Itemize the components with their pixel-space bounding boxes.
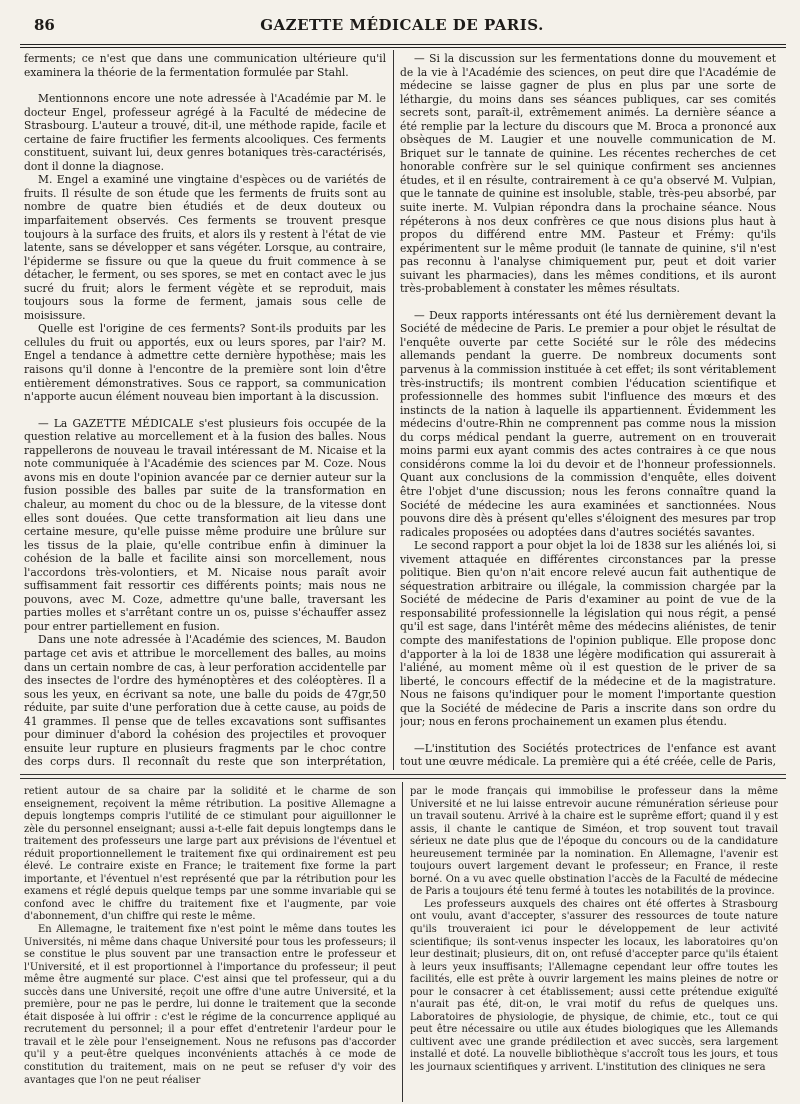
paragraph: — La GAZETTE MÉDICALE s'est plusieurs fois occupée de la question relative au morcellement et à la fusion des balles. Nous rappellerons de nouveau le travail intéressant de M. Nicaise et la note communiquée à l'Académie des sciences par M. Coze. Nous avons mis en doute l'opinion avancée par ce dernier auteur sur la fusion possible des balles par suite de la transformation en chaleur, au moment du choc ou de la blessure, de la vitesse dont elles sont douées. Que cette transformation ait lieu dans une certaine mesure, qu'elle puisse même produire une brûlure sur les tissus de la plaie, qu'elle contribue enfin à diminuer la cohésion de la balle et facilite ainsi son morcellement, nous l'accordons très-volontiers, et M. Nicaise nous paraît avoir suffisamment fait ressortir ces différents points; mais nous ne pouvons, avec M. Coze, admettre qu'une balle, traversant les parties molles et s'arrêtant contre un os, puisse s'échauffer assez pour entrer partiellement en fusion. (24, 416, 386, 633)
paragraph: Les professeurs auxquels des chaires ont été offertes à Strasbourg ont voulu, avant d'accepter, s'assurer des ressources de toute nature qu'ils trouveraient ici pour le développement de leur activité scientifique; ils sont-venus inspecter les locaux, les laboratoires qu'on leur destinait; plusieurs, dit on, ont refusé d'accepter parce qu'ils étaient à leurs yeux insuffisants; l'Allemagne cependant leur offre toutes les facilités, elle est prête à ouvrir largement les mains pleines de notre or pour le consacrer à cet établissement; aussi cette prétendue exiguïté n'aurait pas été, dit-on, le vrai motif du refus de quelques uns. Laboratoires de physiologie, de physique, de chimie, etc., tout ce qui peut être nécessaire ou utile aux études biologiques que les Allemands cultivent avec une grande prédilection et avec succès, sera largement installé et doté. La nouvelle bibliothèque s'accroît tous les jours, et tous les journaux scientifiques y arrivent. L'institution des cliniques ne sera (410, 898, 778, 1074)
page-number: 86 (34, 16, 55, 34)
lower-left-column (24, 786, 396, 1102)
paragraph: — Si la discussion sur les fermentations donne du mouvement et de la vie à l'Académie des sciences, on peut dire que l'Académie de médecine se laisse gagner de plus en plus par une sorte de léthargie, du moins dans ses séances publiques, car ses comités secrets sont, paraît-il, extrêmement animés. La dernière séance a été remplie par la lecture du discours que M. Broca a prononcé aux obsèques de M. Laugier et une nouvelle communication de M. Briquet sur le tannate de quinine. Les récentes recherches de cet honorable confrère sur le sel quinique confirment ses anciennes études, et il en résulte, contrairement à ce qu'a observé M. Vulpian, que le tannate de quinine est insoluble, stable, très-peu absorbé, par suite inerte. M. Vulpian répondra dans la prochaine séance. Nous répéterons à nos deux confrères ce que nous disions plus haut à propos du différend entre MM. Pasteur et Frémy: qu'ils expérimentent sur le même produit (le tannate de quinine, s'il n'est pas reconnu à l'analyse chimiquement pur, peut et doit varier suivant les pharmacies), dans les mêmes conditions, et ils auront très-probablement à constater les mêmes résultats. (400, 52, 776, 296)
lower-column-divider (402, 782, 403, 1102)
header-rule-thin (20, 47, 786, 48)
paragraph: —L'institution des Sociétés protectrices de l'enfance est avant tout une œuvre médicale. La première qui a été créée, celle de Paris, (400, 741, 776, 768)
paragraph: Mentionnons encore une note adressée à l'Académie par M. le docteur Engel, professeur agrégé à la Faculté de médecine de Strasbourg. L'auteur a trouvé, dit-il, une méthode rapide, facile et certaine de faire fructifier les ferments alcooliques. Ces ferments constituent, suivant lui, deux genres botaniques très-caractérisés, dont il donne la diagnose. (24, 92, 386, 173)
paragraph: retient autour de sa chaire par la solidité et le charme de son enseignement, reçoivent la même rétribution. La positive Allemagne a depuis longtemps compris l'utilité de ce stimulant pour aiguillonner le zèle du personnel enseignant; aussi a-t-elle fait depuis longtemps dans le traitement des professeurs une large part aux prévisions de l'éventuel et réduit proportionnellement le traitement fixe qui ordinairement est peu élevé. Le contraire existe en France; le traitement fixe forme la part importante, et l'éventuel n'est représenté que par la rétribution pour les examens et réglé depuis quelque temps par une somme invariable qui se confond avec le chiffre du traitement fixe et l'augmente, par voie d'abonnement, d'un chiffre qui reste le même. (24, 786, 396, 923)
paragraph: Le second rapport a pour objet la loi de 1838 sur les aliénés loi, si vivement attaquée en différentes circonstances par la presse politique. Bien qu'on n'ait encore relevé aucun fait authentique de séquestration arbitraire ou illégale, la commission chargée par la Société de médecine de Paris d'examiner au point de vue de la responsabilité professionnelle la législation qui nous régit, a pensé qu'il est sage, dans l'intérêt même des médecins aliénistes, de tenir compte des manifestations de l'opinion publique. Elle propose donc d'apporter à la loi de 1838 une légère modification qui assurerait à l'aliéné, au moment même où il est question de le priver de sa liberté, le concours effectif de la médecine et de la magistrature. Nous ne faisons qu'indiquer pour le moment l'importante question que la Société de médecine de Paris a inscrite dans son ordre du jour; nous en ferons prochainement un examen plus étendu. (400, 539, 776, 729)
paragraph: En Allemagne, le traitement fixe n'est point le même dans toutes les Universités, ni même dans chaque Université pour tous les professeurs; il se constitue le plus souvent par une transaction entre le professeur et l'Université, et il est proportionnel à l'importance du professeur; il peut même être augmenté sur place. C'est ainsi que tel professeur, qui a du succès dans une Université, reçoit une offre d'une autre Université, et la première, pour ne pas le perdre, lui donne le traitement que la seconde était disposée à lui offrir : c'est le régime de la concurrence appliqué au recrutement du personnel; il a pour effet d'entretenir l'ardeur pour le travail et le zèle pour l'enseignement. Nous ne refusons pas d'accorder qu'il y a peut-être quelques inconvénients attachés à ce mode de constitution du traitement, mais on ne peut se refuser d'y voir des avantages que l'on ne peut réaliser (24, 924, 396, 1086)
section-divider-secondary (20, 778, 786, 779)
header-rule (20, 44, 786, 45)
section-divider (20, 774, 786, 775)
upper-right-column (400, 52, 776, 768)
page-header (28, 14, 776, 38)
column-divider (393, 50, 394, 770)
paragraph: Quelle est l'origine de ces ferments? Sont-ils produits par les cellules du fruit ou apportés, eux ou leurs spores, par l'air? M. Engel a tendance à admettre cette dernière hypothèse; mais les raisons qu'il donne à l'encontre de la première sont loin d'être entièrement démonstratives. Sous ce rapport, sa communication n'apporte aucun élément nouveau bien important à la discussion. (24, 322, 386, 404)
paragraph: ferments; ce n'est que dans une communication ultérieure qu'il examinera la théorie de la fermentation formulée par Stahl. (24, 52, 386, 79)
paragraph: par le mode français qui immobilise le professeur dans la même Université et ne lui laisse entrevoir aucune rémunération sérieuse pour un travail soutenu. Arrivé à la chaire est le suprême effort; quand il y est assis, il chante le cantique de Siméon, et trop souvent tout travail sérieux ne date plus que de l'époque du concours ou de la candidature heureusement terminée par la nomination. En Allemagne, l'avenir est toujours ouvert largement devant le professeur; en France, il reste borné. On a vu avec quelle obstination l'accès de la Faculté de médecine de Paris a toujours été tenu fermé à toutes les notabilités de la province. (410, 786, 778, 898)
paragraph: Dans une note adressée à l'Académie des sciences, M. Baudon partage cet avis et attribue le morcellement des balles, au moins dans un certain nombre de cas, à leur perforation accidentelle par des insectes de l'ordre des hyménoptères et des coléoptères. Il a sous les yeux, en écrivant sa note, une balle du poids de 47gr,50 réduite, par suite d'une perforation due à cette cause, au poids de 41 grammes. Il pense que de telles excavations sont suffisantes pour diminuer d'abord la cohésion des projectiles et provoquer ensuite leur rupture en plusieurs fragments par le choc contre des corps durs. Il reconnaît du reste que son interprétation, (24, 633, 386, 768)
paragraph: — Deux rapports intéressants ont été lus dernièrement devant la Société de médecine de Paris. Le premier a pour objet le résultat de l'enquête ouverte par cette Société sur le rôle des médecins allemands pendant la guerre. De nombreux documents sont parvenus à la commission instituée à cet effet; ils sont véritablement très-instructifs; ils montrent combien l'éducation scientifique et professionnelle des hommes subit l'influence des mœurs et des instincts de la nation à laquelle ils appartiennent. Évidemment les médecins d'outre-Rhin ne comprennent pas comme nous la mission du corps médical pendant la guerre, autrement on en trouverait moins parmi eux ayant commis des actes contraires à ce que nous considérons comme la loi du devoir et de l'honneur professionnels. Quant aux conclusions de la commission d'enquête, elles doivent être l'objet d'une discussion; nous les ferons connaître quand la Société de médecine les aura examinées et sanctionnées. Nous pouvons dire dès à présent qu'elles s'éloignent des mesures par trop radicales proposées ou adoptées dans d'autres sociétés savantes. (400, 308, 776, 539)
paragraph: M. Engel a examiné une vingtaine d'espèces ou de variétés de fruits. Il résulte de son étude que les ferments de fruits sont au nombre de quatre bien étudiés et de deux douteux ou imparfaitement observés. Ces ferments se trouvent presque toujours à la surface des fruits, et alors ils y restent à l'état de vie latente, sans se développer et sans végéter. Lorsque, au contraire, l'épiderme se fissure ou que la queue du fruit commence à se détacher, le ferment, ou ses spores, se met en contact avec le jus sucré du fruit; alors le ferment végète et se reproduit, mais toujours sous la forme de ferment, jamais sous celle de moisissure. (24, 173, 386, 322)
lower-right-column (410, 786, 778, 1102)
upper-left-column (24, 52, 386, 768)
running-title: GAZETTE MÉDICALE DE PARIS. (260, 16, 544, 34)
